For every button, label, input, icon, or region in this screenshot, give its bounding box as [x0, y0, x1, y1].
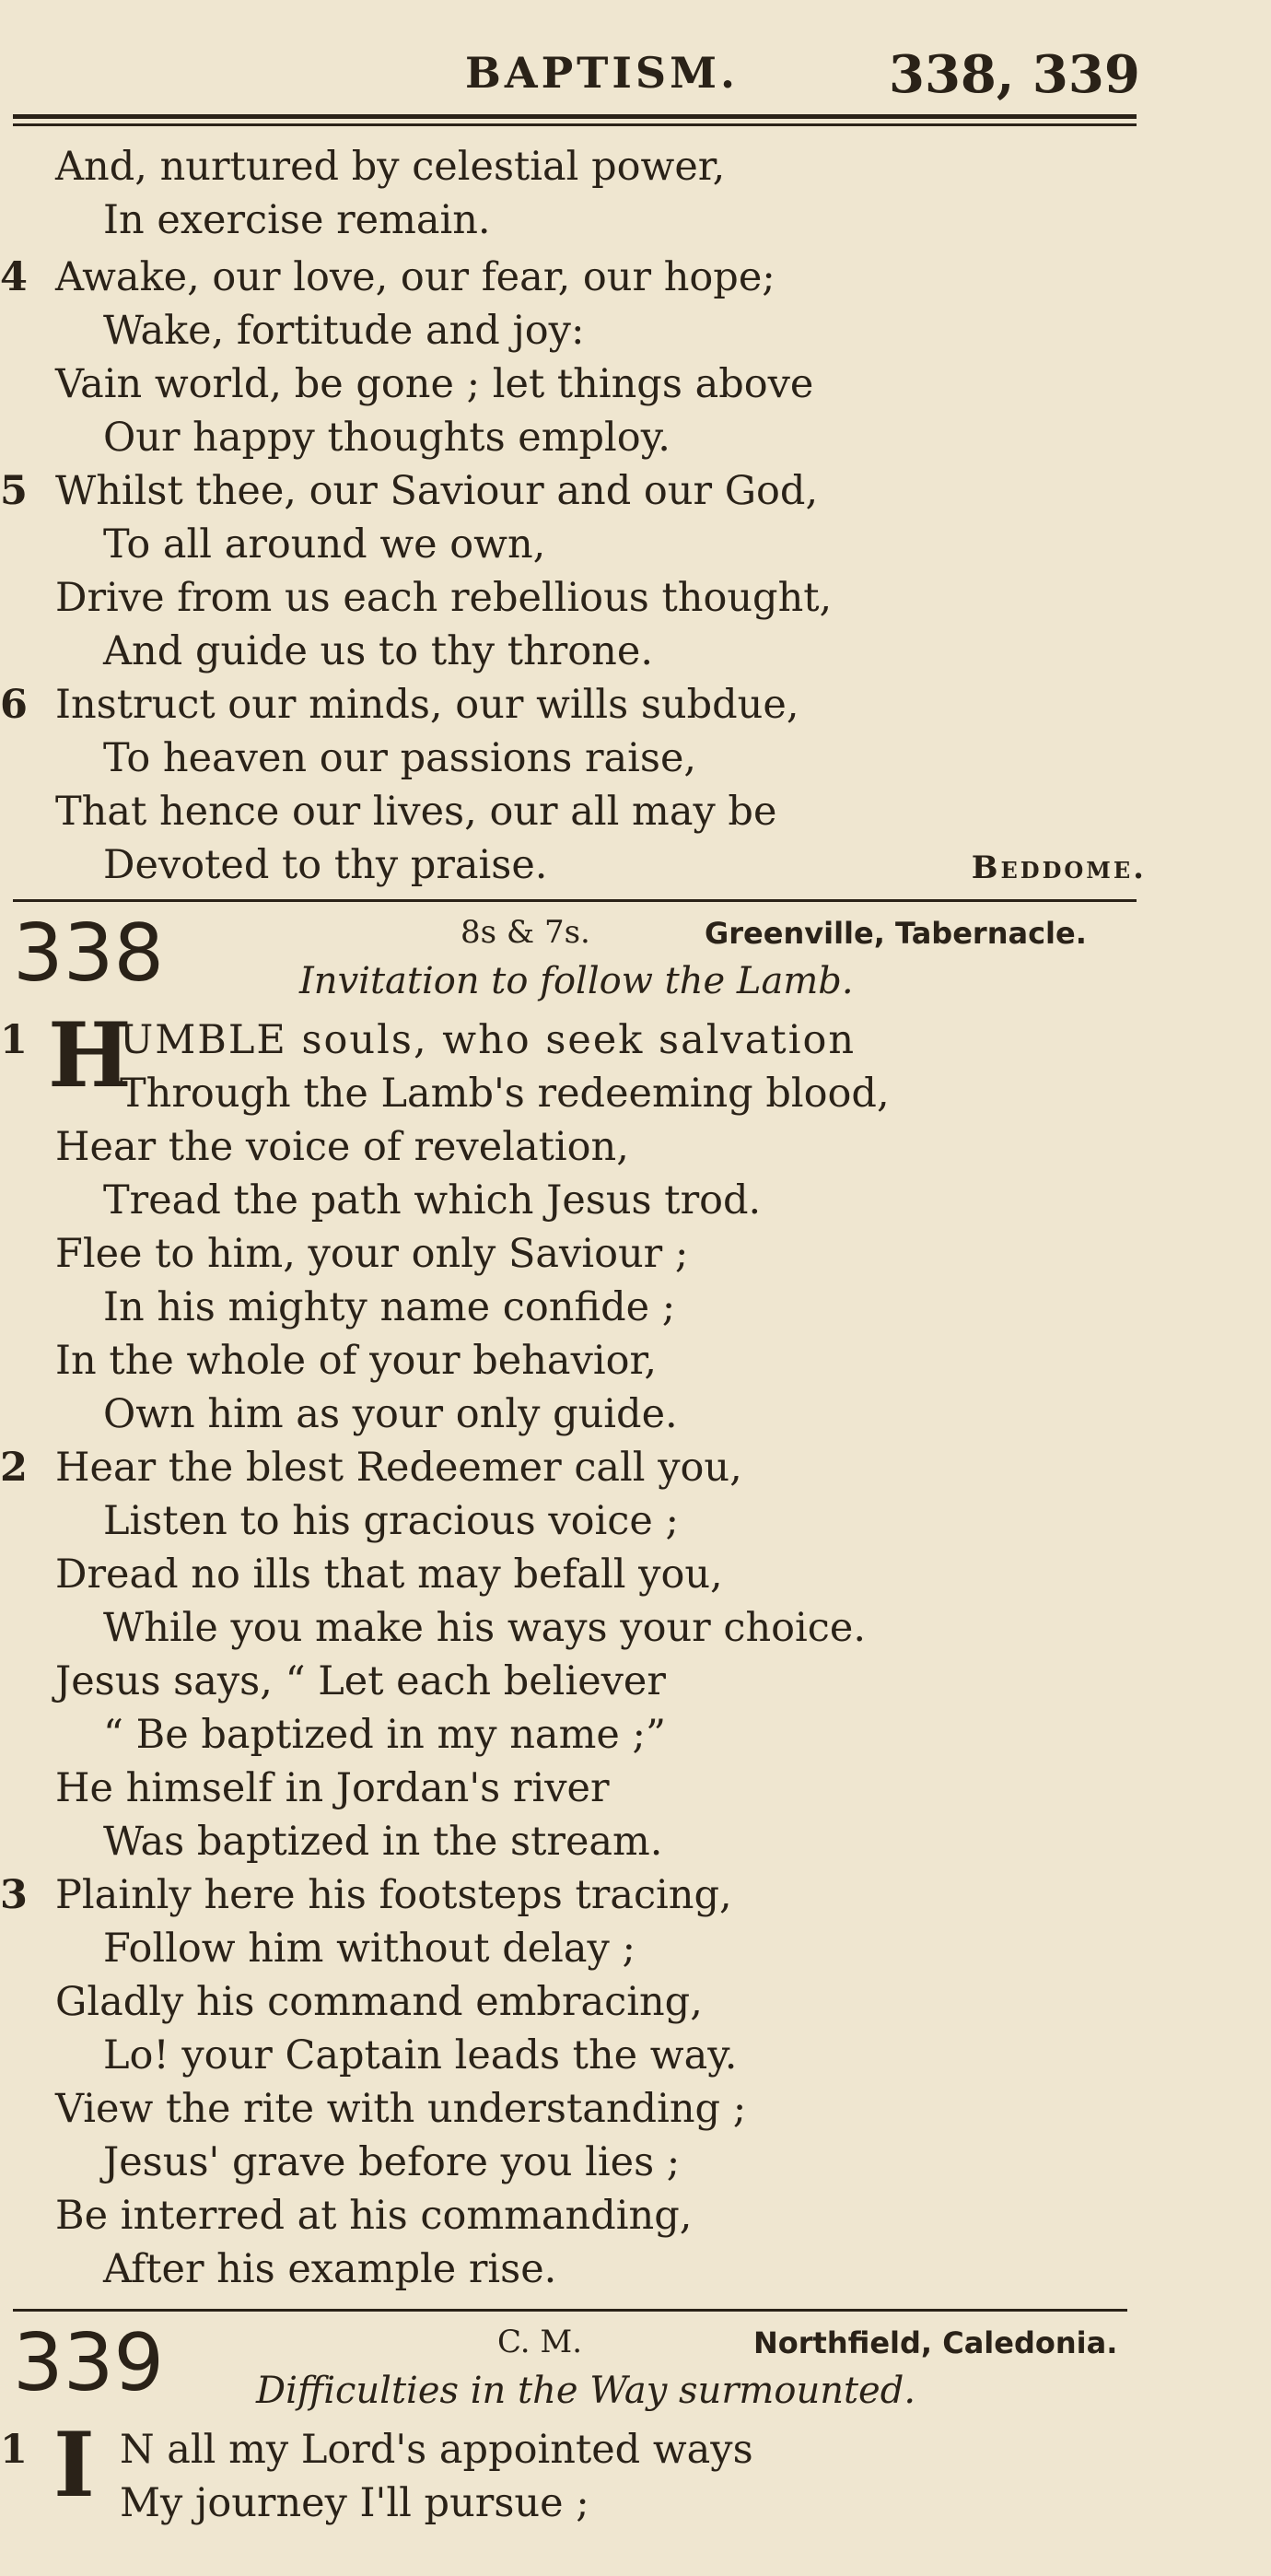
verse-line: Hear the blest Redeemer call you, — [55, 1445, 742, 1491]
verse-line: Instruct our minds, our wills subdue, — [55, 682, 799, 728]
verse-number: 3 — [0, 1872, 28, 1918]
hymn-meter: 8s & 7s. — [461, 914, 590, 951]
verse-line: Vain world, be gone ; let things above — [55, 361, 814, 407]
verse-line: Follow him without delay ; — [103, 1926, 636, 1972]
drop-cap: I — [53, 2413, 95, 2517]
verse-line: And guide us to thy throne. — [103, 628, 653, 674]
verse-line: Our happy thoughts employ. — [103, 415, 670, 461]
header-rule-thin — [13, 123, 1137, 126]
verse-number: 2 — [0, 1445, 28, 1491]
verse-number: 6 — [0, 682, 28, 728]
verse-line: Through the Lamb's redeeming blood, — [120, 1071, 890, 1117]
verse-line: In the whole of your behavior, — [55, 1338, 657, 1384]
author-name: Beddome. — [971, 849, 1147, 886]
verse-number: 5 — [0, 468, 28, 514]
verse-number: 1 — [0, 2427, 28, 2473]
verse-line: In exercise remain. — [103, 197, 491, 243]
verse-line: Gladly his command embracing, — [55, 1979, 703, 2025]
hymn-title: Difficulties in the Way surmounted. — [256, 2370, 916, 2412]
verse-line: Hear the voice of revelation, — [55, 1124, 629, 1170]
verse-line: Was baptized in the stream. — [103, 1819, 663, 1865]
verse-line: Own him as your only guide. — [103, 1391, 678, 1437]
verse-line: In his mighty name confide ; — [103, 1284, 676, 1330]
verse-line: Dread no ills that may befall you, — [55, 1551, 723, 1598]
hymn-number: 339 — [13, 2317, 165, 2409]
verse-number: 1 — [0, 1017, 28, 1063]
section-rule — [13, 2309, 1127, 2312]
verse-line: Plainly here his footsteps tracing, — [55, 1872, 732, 1918]
verse-line: My journey I'll pursue ; — [120, 2480, 589, 2526]
verse-line: Tread the path which Jesus trod. — [103, 1177, 762, 1224]
verse-line: Be interred at his commanding, — [55, 2193, 693, 2239]
verse-line: While you make his ways your choice. — [103, 1605, 867, 1651]
verse-line: Drive from us each rebellious thought, — [55, 575, 833, 621]
verse-line: Listen to his gracious voice ; — [103, 1498, 679, 1544]
verse-line: Devoted to thy praise. — [103, 842, 548, 888]
hymn-tunes: Greenville, Tabernacle. — [705, 916, 1087, 951]
verse-line: Whilst thee, our Saviour and our God, — [55, 468, 819, 514]
verse-line: Jesus says, “ Let each believer — [55, 1658, 666, 1704]
hymn-meter: C. M. — [497, 2324, 583, 2360]
drop-cap: H — [48, 1003, 132, 1107]
verse-line: Awake, our love, our fear, our hope; — [55, 254, 775, 300]
verse-line: To all around we own, — [103, 521, 546, 568]
verse-line: He himself in Jordan's river — [55, 1765, 610, 1811]
hymn-tunes: Northfield, Caledonia. — [753, 2325, 1118, 2360]
running-title: BAPTISM. — [465, 48, 740, 98]
verse-line: N all my Lord's appointed ways — [120, 2427, 753, 2473]
verse-line: To heaven our passions raise, — [103, 735, 697, 781]
verse-line: Lo! your Captain leads the way. — [103, 2032, 738, 2078]
hymn-number: 338 — [13, 907, 165, 1000]
verse-line: After his example rise. — [103, 2246, 557, 2292]
verse-line: Flee to him, your only Saviour ; — [55, 1231, 689, 1277]
verse-line: View the rite with understanding ; — [55, 2086, 747, 2132]
header-rule — [13, 114, 1137, 119]
section-rule — [13, 899, 1137, 902]
verse-number: 4 — [0, 254, 28, 300]
verse-line: Wake, fortitude and joy: — [103, 308, 585, 354]
page-header — [0, 44, 1271, 112]
verse-line: That hence our lives, our all may be — [55, 789, 777, 835]
verse-line: And, nurtured by celestial power, — [55, 144, 726, 190]
verse-line: “ Be baptized in my name ;” — [103, 1712, 666, 1758]
hymn-title: Invitation to follow the Lamb. — [299, 960, 854, 1002]
page-numbers: 338, 339 — [889, 44, 1140, 105]
verse-line: UMBLE souls, who seek salvation — [120, 1017, 857, 1063]
verse-line: Jesus' grave before you lies ; — [103, 2139, 681, 2185]
